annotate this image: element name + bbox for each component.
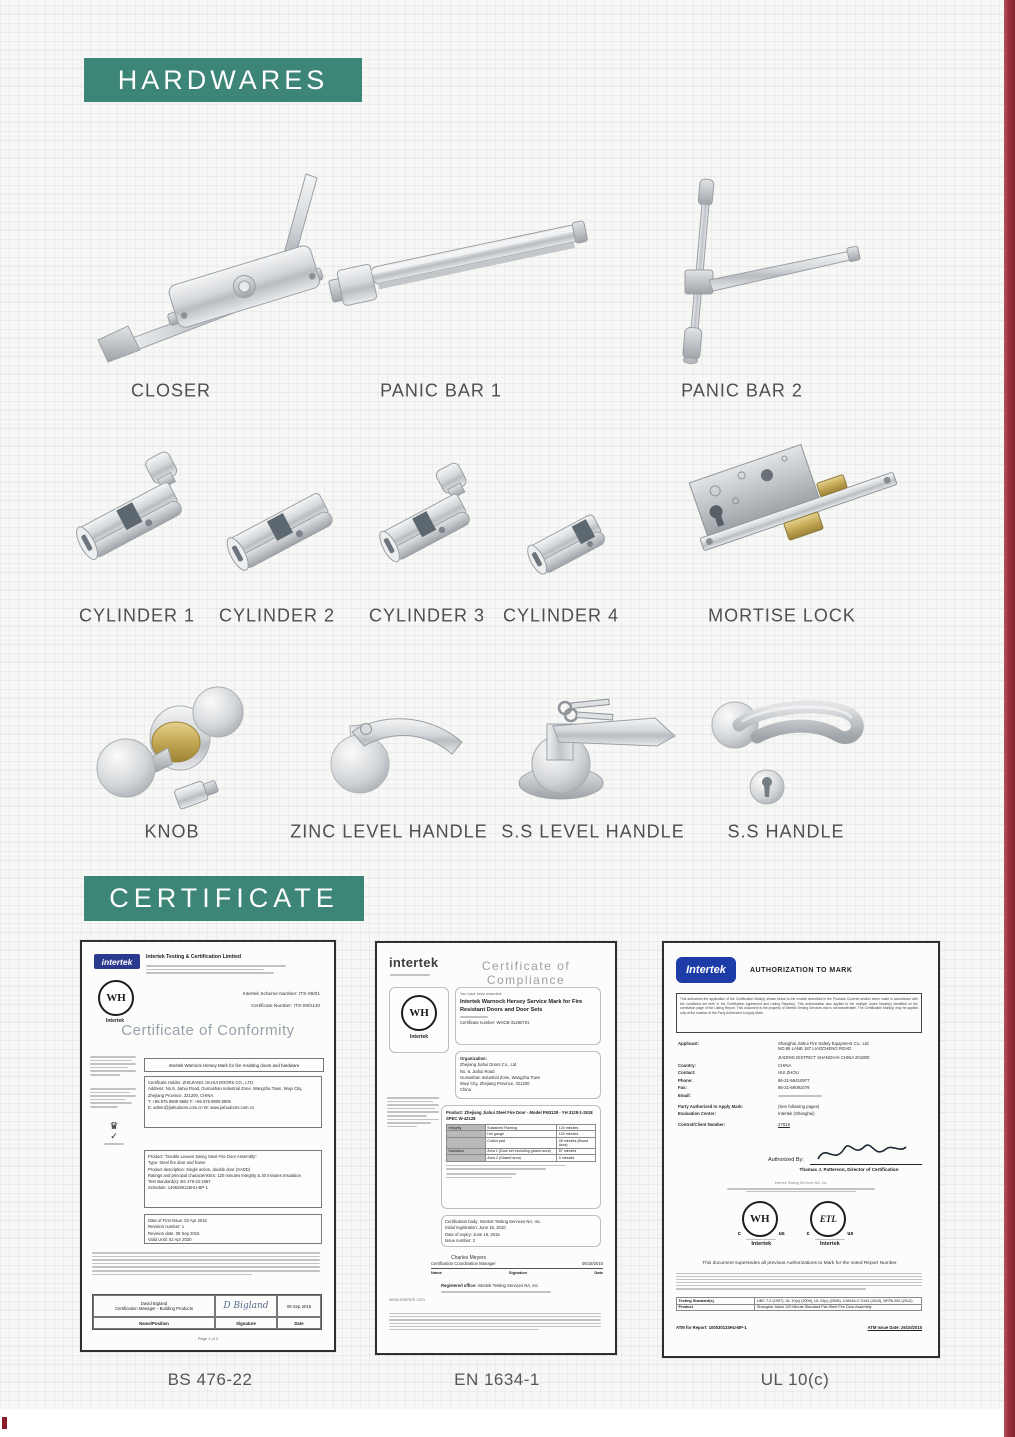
signer-cell — [93, 1295, 215, 1317]
address-line: Address: No.6, Jiahui Road, Gumashan Industrial Zone, Wangzha Town, Wuyi City, Zhejiang Province, 321200, CHINA. — [148, 1086, 303, 1098]
redacted-text-line — [387, 1115, 427, 1117]
cert-title: AUTHORIZATION TO MARK — [750, 967, 853, 974]
redacted-text-line — [90, 1099, 126, 1101]
product-label-ss-handle: S.S HANDLE — [727, 821, 845, 842]
dates-box — [144, 1214, 322, 1244]
redacted-text-line — [387, 1122, 431, 1124]
applicant-line: Shanghai Jiahui Fire Safety Equipment Co., Ltd — [778, 1041, 869, 1046]
col-name-position: Name/Position — [93, 1317, 215, 1329]
redacted-text-line — [90, 1088, 136, 1090]
redacted-text-line — [446, 1173, 516, 1175]
intertek-logo: Intertek — [676, 957, 736, 983]
org-line: Wuyi City, Zhejiang Province, 321200 — [460, 1081, 530, 1087]
redacted-text-line — [389, 1319, 601, 1320]
org-line: No. 6, Jiahui Road — [460, 1068, 495, 1074]
right-edge-red-stripe — [1004, 0, 1015, 1437]
registered-office — [441, 1283, 601, 1295]
redacted-text-line — [90, 1106, 118, 1108]
signature-rule — [810, 1164, 922, 1165]
product-line: Ratings and principal characteristics: 120 minutes Integrity & 30 minutes Insulation — [148, 1172, 301, 1178]
control-number-label: Control/Client Number: — [678, 1122, 726, 1128]
product-label-panic-bar-2: PANIC BAR 2 — [681, 380, 803, 401]
org-line: China — [460, 1087, 471, 1093]
sign-date: 06/19/2010 — [582, 1261, 603, 1266]
redacted-text-line — [460, 1016, 488, 1018]
authorized-signer: Thomas J. Patterson, Director of Certification — [799, 1167, 899, 1172]
redacted-text-line — [387, 1101, 433, 1103]
mark-panel — [389, 987, 449, 1053]
redacted-text-line — [90, 1063, 136, 1065]
phone-label: Phone: — [678, 1077, 693, 1083]
authorized-by-label: Authorized By: — [768, 1157, 804, 1163]
product-line: Product: Zhejiang Jiahui Steel Fire Door - Model FM3128 - YH 3128-1-2518 SPEC W-42128 — [446, 1110, 593, 1121]
product-line: Product description: Single action, double door (SADD) — [148, 1166, 251, 1172]
redacted-text-line — [90, 1074, 120, 1076]
redacted-text-line — [90, 1095, 136, 1097]
table-cell: 28 minutes (Board Area) — [557, 1137, 596, 1148]
redacted-text-line — [389, 1313, 601, 1314]
hardware-note-block — [446, 1165, 596, 1178]
redacted-text-line — [389, 1316, 601, 1317]
org-label: Organization: — [460, 1056, 487, 1061]
product-line: Type: Steel fire door and frame — [148, 1160, 206, 1166]
bottom-white-strip — [0, 1409, 1015, 1437]
certificate-section-title: CERTIFICATE — [84, 876, 364, 921]
panic-bar-1-image — [325, 205, 595, 315]
party-value: (See following pages) — [778, 1103, 820, 1109]
signature-block — [431, 1255, 603, 1275]
redacted-text-line — [92, 1274, 252, 1276]
closer-image — [70, 172, 335, 377]
mark-line: Intertek Warnock Hersey Mark for fire resisting doors and hardware — [144, 1058, 324, 1072]
table-cell: 5 minutes — [557, 1155, 596, 1162]
ss-level-handle-image — [505, 688, 680, 808]
table-cell — [447, 1131, 486, 1138]
product-label-cylinder-3: CYLINDER 3 — [368, 605, 486, 626]
testing-standards-label: Testing Standard(s) — [677, 1298, 755, 1305]
scheme-number: Intertek Scheme Number: ITS-09/01 — [242, 992, 320, 997]
redacted-text-line — [676, 1276, 922, 1277]
redacted-text-line — [92, 1266, 320, 1268]
applicant-line: JIADING DISTRICT SHANGHAI CHINA 201800 — [778, 1055, 870, 1060]
organization-box — [455, 1051, 601, 1099]
supersede-line: This document supersedes all previous Authorizations to Mark for the noted Report Number. — [702, 1261, 898, 1266]
warnock-hersey-mark-icon: WH — [98, 980, 134, 1016]
marks-row — [738, 1201, 853, 1247]
side-note-block — [387, 1095, 439, 1129]
cylinder-1-image — [70, 450, 205, 590]
wh-mark — [738, 1201, 785, 1247]
mark-caption: Intertek — [820, 1241, 840, 1248]
page-note: Page 1 of 2 — [197, 1336, 219, 1341]
authorization-intro: This authorizes the application of the Certification Mark(s) shown below to the models described in the Products Covered section when made in accordance with the conditions set forth in the Certification Agreement and Listing Report(s). This authorization also applies to the multiple Listee Model(s) identified on the correlation page of the Listing Report. This document is the property of Intertek Testing Services and is not transferable. The Certification Mark(s) may be applied only at the location of the Party Authorized to Apply Mark. — [676, 993, 922, 1033]
redacted-text-line — [446, 1168, 546, 1170]
product-label-closer: CLOSER — [130, 380, 212, 401]
product-value: Shanghai Jiahui 120 Minute Standard Flat Steel Fire Door Assembly — [755, 1304, 922, 1311]
atm-report: ATM for Report: 100030133HU-BP-1 — [676, 1325, 747, 1330]
redacted-text-line — [90, 1102, 132, 1104]
testing-standards-value: UBC 7-2 (1997), UL 10(c) (2009), UL 10(c) (2008), CAN/ULC S104 (2010), NFPA 252 (2012) — [755, 1298, 922, 1305]
eval-center-value: Intertek (Shanghai) — [778, 1111, 815, 1117]
product-label-zinc-level-handle: ZINC LEVEL HANDLE — [290, 821, 488, 842]
registered-label: Registered office: — [441, 1283, 477, 1288]
product-line: Test standard(s): BS 476-22:1987 — [148, 1179, 211, 1185]
intertek-logo: intertek — [94, 954, 140, 969]
redacted-text-line — [676, 1273, 922, 1274]
product-box — [144, 1150, 322, 1208]
date-line: Revision number: 1 — [148, 1224, 185, 1230]
product-label-cylinder-4: CYLINDER 4 — [502, 605, 620, 626]
fields-block — [678, 1041, 924, 1130]
website: www.intertek.com — [389, 1297, 425, 1302]
fine-print-block — [676, 1271, 922, 1292]
accreditation-icon: ♛ ✓ — [100, 1122, 128, 1147]
control-number-value: 27819 — [778, 1122, 790, 1128]
product-label-knob: KNOB — [144, 821, 200, 842]
date-line: Valid Until: 02 Apr 2020 — [148, 1236, 192, 1242]
standard-label-en: EN 1634-1 — [454, 1370, 540, 1389]
cert-header-fine-print — [146, 963, 296, 976]
mortise-lock-image — [672, 443, 917, 603]
warnock-hersey-mark-icon: WH — [401, 995, 437, 1031]
certificate-number: Certificate Number: ITS-09/0140 — [250, 1004, 320, 1009]
warnock-hersey-mark-icon: WH — [742, 1201, 778, 1237]
cylinder-3-image — [370, 458, 495, 590]
fax-value: 86-21-69091079 — [778, 1085, 810, 1091]
signer-role: Certification Coordination Manager — [431, 1261, 496, 1266]
eval-center-label: Evaluation Center: — [678, 1111, 716, 1117]
redacted-text-line — [746, 1191, 856, 1192]
redacted-text-line — [104, 1143, 124, 1145]
standards-table — [676, 1297, 922, 1311]
disclaimer-block — [92, 1250, 320, 1277]
product-label-panic-bar-1: PANIC BAR 1 — [380, 380, 502, 401]
phone-line: T: +86 575 8909 6892 F: +86 575 8909 6905 — [148, 1098, 231, 1104]
redacted-text-line — [387, 1126, 417, 1128]
redacted-text-line — [92, 1256, 320, 1258]
signature-table — [92, 1294, 322, 1330]
hardwares-section-title: HARDWARES — [84, 58, 362, 102]
table-cell: Cotton pad — [485, 1137, 557, 1148]
fine-print-block — [389, 1311, 601, 1332]
contact-label: Contact: — [678, 1070, 696, 1076]
awarded-label: You have been awarded: — [460, 992, 502, 996]
redacted-text-line — [387, 1097, 439, 1099]
cert-title: Certificate of Compliance — [481, 959, 571, 987]
certification-body-box — [441, 1215, 601, 1247]
redacted-text-line — [676, 1282, 922, 1283]
redacted-text-line — [146, 965, 286, 967]
applicant-line: NO.86 LANE 187 LIAOCHENG ROAD — [778, 1046, 852, 1051]
col-name: Name — [431, 1270, 442, 1276]
redacted-text-line — [389, 1323, 601, 1324]
ratings-table — [446, 1124, 596, 1162]
mark-us: us — [778, 1231, 785, 1237]
certificate-compliance — [375, 941, 617, 1355]
signer-role: Certification Manager - Building Products — [114, 1306, 194, 1311]
redacted-text-line — [92, 1252, 320, 1254]
col-signature: Signature — [215, 1317, 277, 1329]
registered-value: Intertek Testing Services NA, Inc. — [477, 1283, 540, 1288]
award-title: Intertek Warnock Hersey Service Mark for Fire Resistant Doors and Door Sets — [460, 999, 583, 1013]
body-line: Date of expiry: June 18, 2015 — [445, 1231, 500, 1237]
redacted-text-line — [676, 1279, 922, 1280]
ss-handle-image — [695, 685, 880, 820]
redacted-text-line — [676, 1285, 922, 1286]
redacted-text-line — [778, 1095, 822, 1097]
holder-box — [144, 1076, 322, 1128]
body-line: Initial registration: June 18, 2010 — [445, 1225, 506, 1231]
mark-c: c — [806, 1231, 810, 1237]
product-label-ss-level-handle: S.S LEVEL HANDLE — [501, 821, 685, 842]
applicant-value — [778, 1041, 924, 1060]
award-box — [455, 987, 601, 1045]
cert-company: Intertek Testing & Certification Limited — [146, 954, 242, 960]
phone-value: 86-21-59410977 — [778, 1077, 810, 1083]
side-note-block — [90, 1054, 136, 1078]
knob-image — [72, 672, 257, 822]
applicant-label: Applicant: — [678, 1041, 700, 1046]
intertek-wordmark: intertek — [389, 955, 439, 970]
holder-line: Certificate Holder: ZHEJIANG JIAHUI DOORS CO., LTD. — [148, 1080, 255, 1085]
signature-script: D Bigland — [215, 1295, 277, 1317]
email-label: Email: — [678, 1092, 691, 1098]
date-line: Date of First Issue: 02 Apr 2015 — [148, 1218, 207, 1223]
table-cell: Hot gauge — [485, 1131, 557, 1138]
panic-bar-2-image — [645, 178, 875, 368]
redacted-text-line — [387, 1108, 435, 1110]
redacted-text-line — [90, 1092, 130, 1094]
redacted-text-line — [146, 969, 264, 971]
atm-issue-date: ATM Issue Date: 26/10/2015 — [867, 1325, 922, 1330]
standard-label-bs: BS 476-22 — [167, 1370, 253, 1389]
org-line: Zhejiang Jiahui Doors Co., Ltd — [460, 1062, 517, 1068]
cylinder-4-image — [520, 488, 625, 593]
cylinder-2-image — [218, 468, 353, 593]
body-line: Certification body: Intertek Testing Services NA, Inc. — [445, 1219, 542, 1224]
table-cell: Integrity — [447, 1124, 486, 1131]
date-line: Revision date: 08 Sep 2015 — [148, 1230, 200, 1236]
cert-title: Certificate of Conformity — [121, 1022, 295, 1039]
signer-name: Charles Meyers — [451, 1255, 487, 1261]
body-line: Issue number: 2 — [445, 1237, 476, 1243]
redacted-text-line — [90, 1060, 132, 1062]
product-label-cylinder-2: CYLINDER 2 — [218, 605, 336, 626]
redacted-text-line — [387, 1104, 439, 1106]
signer-name: David Bigland — [140, 1301, 168, 1306]
product-line: Schedule: 1406290125HU-BP-1 — [148, 1185, 208, 1191]
redacted-text-line — [92, 1270, 320, 1272]
redacted-text-line — [387, 1119, 439, 1121]
redacted-text-line — [676, 1288, 866, 1289]
roundel-caption: Intertek — [409, 1034, 429, 1040]
contact-value: HUI ZHOU — [778, 1070, 799, 1076]
country-label: Country: — [678, 1062, 696, 1068]
redacted-text-line — [90, 1056, 136, 1058]
product-line: Product: “Double Leaves Swing Steel Fire Door Assembly” — [148, 1154, 257, 1159]
redacted-text-line — [389, 1326, 601, 1327]
table-cell: Area 1 (Door set excluding glazed area) — [485, 1148, 557, 1155]
sign-date: 08 Sep 2015 — [277, 1295, 321, 1317]
redacted-text-line — [90, 1070, 136, 1072]
mark-us: us — [847, 1231, 854, 1237]
redacted-text-line — [446, 1165, 566, 1167]
country-value: CHINA — [778, 1062, 792, 1068]
logo-tagline — [390, 974, 430, 976]
side-note-block-2 — [90, 1086, 136, 1110]
office-line: Intertek Testing Services NA, Inc. — [774, 1181, 828, 1185]
col-signature: Signature — [508, 1270, 528, 1276]
certificate-number: Certificate number: WHCB-31260701 — [460, 1019, 530, 1025]
redacted-text-line — [746, 1239, 776, 1240]
table-cell — [447, 1155, 486, 1162]
col-date: Date — [594, 1270, 603, 1276]
table-cell: Sustained Flaming — [485, 1124, 557, 1131]
table-cell: 120 minutes — [557, 1124, 596, 1131]
atm-footer-row — [676, 1325, 922, 1330]
redacted-text-line — [441, 1291, 551, 1293]
fax-label: Fax: — [678, 1085, 687, 1091]
email-line: E: admin@jiahudoors.com.cn W: www.jiahudoors.com.cn — [148, 1105, 255, 1111]
standard-label-ul: UL 10(c) — [760, 1370, 830, 1389]
table-cell: 120 minutes — [557, 1131, 596, 1138]
table-cell: Insulation — [447, 1148, 486, 1155]
mark-caption: Intertek — [751, 1241, 772, 1248]
table-cell: Area 2 (Glazed area) — [485, 1155, 557, 1162]
col-date: Date — [277, 1317, 321, 1329]
redacted-text-line — [92, 1259, 320, 1261]
redacted-text-line — [727, 1188, 875, 1189]
office-fine-print — [726, 1187, 876, 1194]
zinc-level-handle-image — [312, 700, 472, 800]
redacted-text-line — [389, 1329, 539, 1330]
etl-mark — [807, 1201, 854, 1247]
product-label-mortise-lock: MORTISE LOCK — [708, 605, 856, 626]
product-label-cylinder-1: CYLINDER 1 — [78, 605, 196, 626]
certificate-authorization-to-mark — [662, 941, 940, 1358]
redacted-text-line — [146, 972, 274, 974]
etl-mark-icon: ETL — [810, 1201, 846, 1237]
org-line: Gumashan Industrial Zone, Wangzha Town — [460, 1074, 541, 1080]
redacted-text-line — [92, 1263, 320, 1265]
party-label: Party Authorized to Apply Mark: — [678, 1103, 744, 1109]
table-cell: 87 minutes — [557, 1148, 596, 1155]
product-label: Product — [677, 1304, 755, 1311]
roundel-caption: Intertek — [105, 1018, 125, 1024]
bottom-left-red-mark — [2, 1417, 7, 1429]
redacted-text-line — [387, 1111, 439, 1113]
product-box — [441, 1105, 601, 1209]
authorized-signature — [814, 1141, 910, 1165]
certificate-conformity — [80, 940, 336, 1352]
redacted-text-line — [815, 1239, 845, 1240]
redacted-text-line — [90, 1067, 128, 1069]
mark-c: c — [738, 1231, 741, 1237]
redacted-text-line — [446, 1177, 512, 1179]
email-value — [778, 1093, 924, 1100]
table-cell — [447, 1137, 486, 1148]
